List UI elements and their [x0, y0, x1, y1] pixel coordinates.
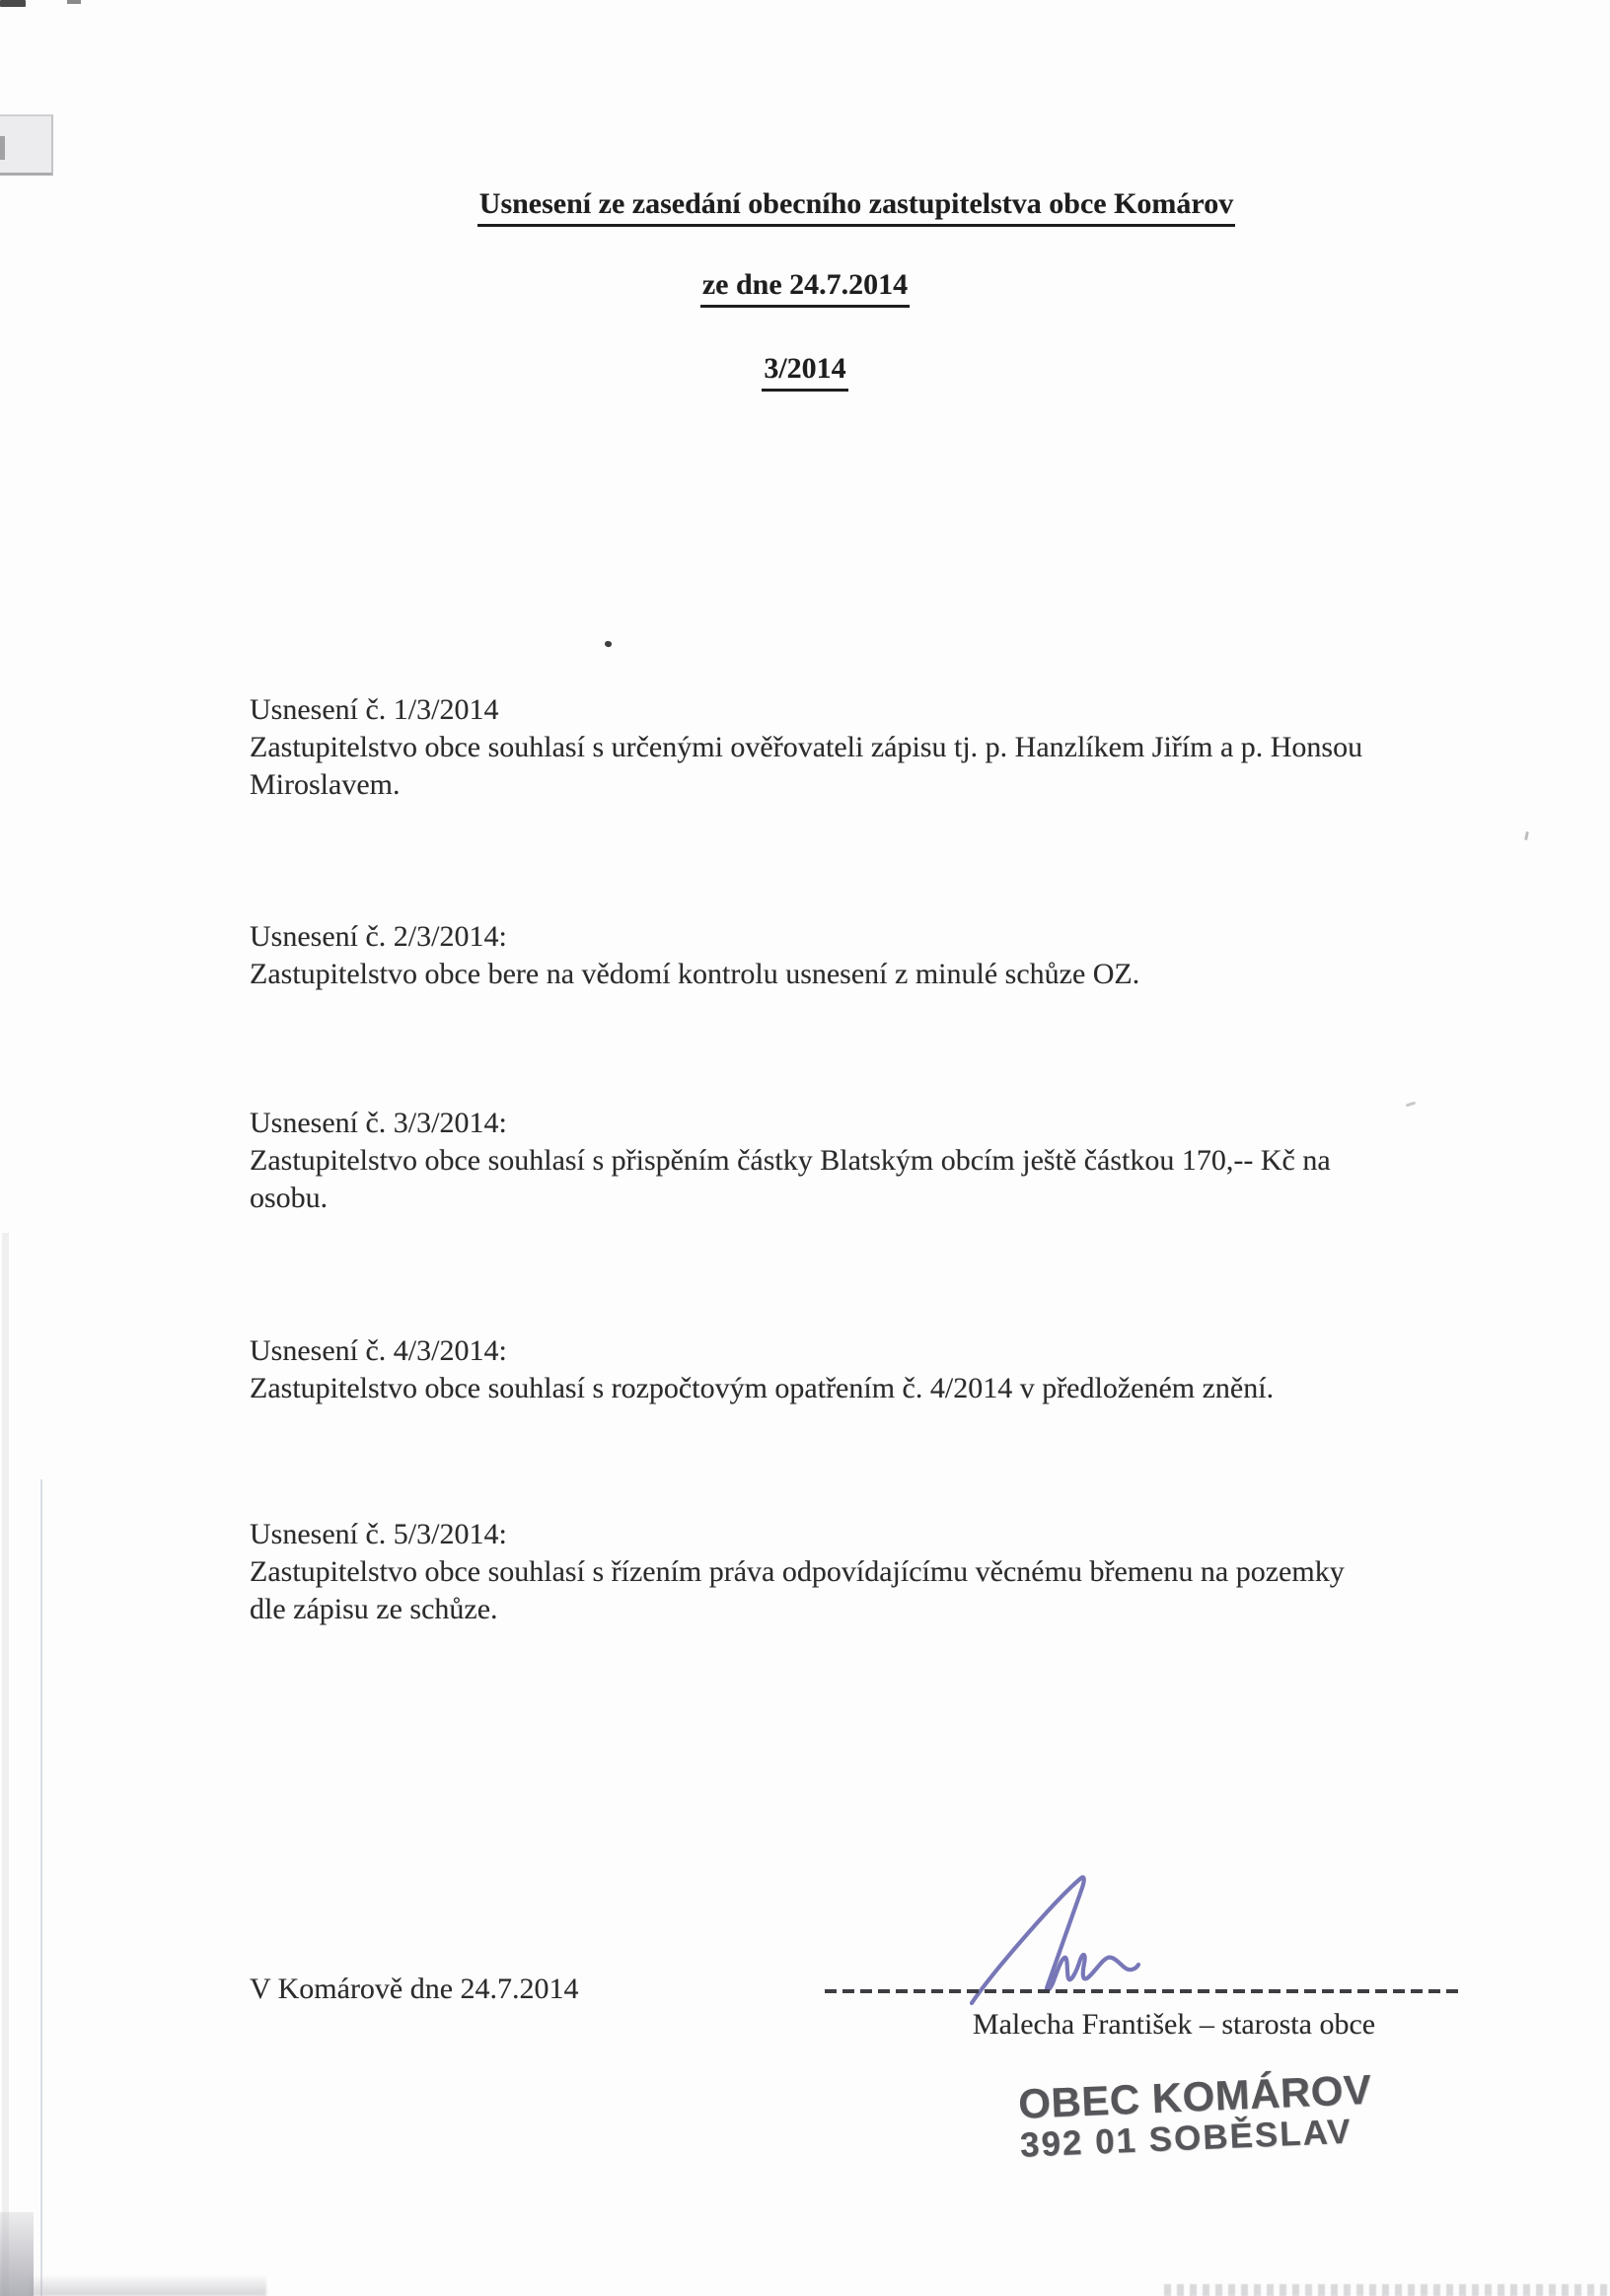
stamp-postal-address: 392 01 SOBĚSLAV	[1019, 2112, 1354, 2165]
resolution-heading: Usnesení č. 2/3/2014:	[250, 920, 507, 953]
resolution-section-3	[250, 1105, 1542, 1217]
scan-artifact-left-streak	[40, 1479, 42, 2296]
scan-artifact-corner-mark	[0, 0, 26, 7]
signatory-name: Malecha František – starosta obce	[972, 2008, 1376, 2041]
scan-artifact-gray-square	[0, 114, 53, 176]
document-number-line	[0, 352, 1610, 392]
resolution-section-1	[250, 691, 1542, 804]
resolution-text-line: osobu.	[250, 1182, 329, 1214]
scan-artifact-bottom-right-noise	[1164, 2284, 1610, 2296]
resolution-heading: Usnesení č. 4/3/2014:	[250, 1334, 507, 1367]
resolution-text-line: Zastupitelstvo obce souhlasí s určenými ověřovateli zápisu tj. p. Hanzlíkem Jiřím a p. Honsou	[250, 731, 1363, 763]
resolution-text-line: Zastupitelstvo obce souhlasí s přispěním částky Blatským obcím ještě částkou 170,-- Kč na	[250, 1144, 1331, 1177]
document-title-text: Usnesení ze zasedání obecního zastupitelstva obce Komárov	[477, 187, 1235, 227]
resolution-section-2	[250, 918, 1542, 993]
resolution-heading: Usnesení č. 3/3/2014:	[250, 1107, 507, 1139]
place-and-date: V Komárově dne 24.7.2014	[250, 1973, 579, 2005]
municipal-stamp	[1017, 2065, 1373, 2165]
resolution-text-line: Zastupitelstvo obce souhlasí s rozpočtovým opatřením č. 4/2014 v předloženém znění.	[250, 1372, 1275, 1404]
signature-dashed-line	[825, 1989, 1458, 1993]
scan-artifact-corner-mark-small	[67, 0, 81, 4]
document-date-line	[0, 268, 1610, 308]
scan-artifact-speck	[1524, 831, 1529, 840]
resolution-text-line: Zastupitelstvo obce souhlasí s řízením práva odpovídajícímu věcnému břemenu na pozemky	[250, 1555, 1345, 1588]
scan-artifact-bottom-left-shadow	[0, 2212, 34, 2296]
resolution-text-line: dle zápisu ze schůze.	[250, 1593, 498, 1625]
resolution-text-line: Zastupitelstvo obce bere na vědomí kontrolu usnesení z minulé schůze OZ.	[250, 958, 1140, 990]
document-title	[0, 187, 1610, 227]
scan-artifact-smudge	[0, 136, 5, 160]
resolution-heading: Usnesení č. 1/3/2014	[250, 693, 499, 726]
scan-artifact-ink-dot	[604, 640, 613, 648]
resolution-heading: Usnesení č. 5/3/2014:	[250, 1518, 507, 1550]
resolution-text-line: Miroslavem.	[250, 768, 401, 801]
scan-artifact-bottom-noise	[30, 2274, 266, 2296]
resolution-section-5	[250, 1516, 1542, 1628]
document-date-text: ze dne 24.7.2014	[700, 268, 910, 308]
scan-artifact-left-speckle	[2, 1233, 9, 2296]
stamp-municipality-name: OBEC KOMÁROV	[1017, 2065, 1373, 2127]
document-number-text: 3/2014	[762, 352, 847, 392]
resolution-section-4	[250, 1332, 1542, 1407]
